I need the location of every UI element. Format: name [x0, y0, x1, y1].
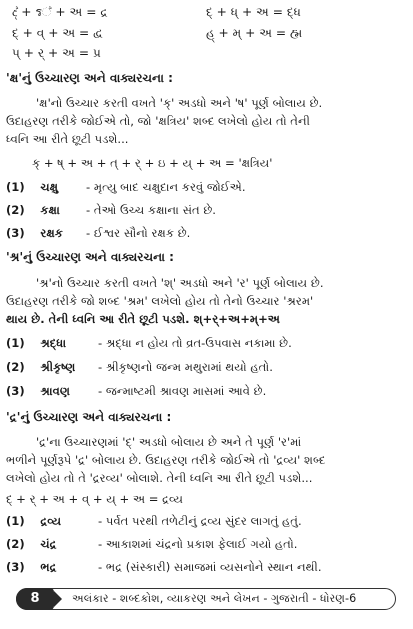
footer-book-title: અલંકાર - શબ્દકોશ, વ્યાકરણ અને લેખન - ગુજરાતી - ધોરણ-6	[72, 592, 357, 605]
example-row	[6, 202, 216, 218]
example-number: (1)	[6, 336, 25, 350]
example-sentence: - આકાશમાં ચંદ્રનો પ્રકાશ ફેલાઈ ગયો હતો.	[98, 537, 298, 551]
example-row	[6, 359, 273, 375]
paragraph-line: 'દ્ર'ના ઉચ્ચારણમાં 'દ્' અડધો બોલાય છે અને તે પૂર્ણ 'ર'માં	[36, 435, 302, 449]
example-term: શ્રીકૃષ્ણ	[40, 360, 76, 374]
example-number: (2)	[6, 360, 25, 374]
paragraph-line: થાય છે. તેની ધ્વનિ આ રીતે છૂટી પડશે. શ્+ર્+અ+મ્+અ	[6, 312, 281, 326]
badge-arrow-icon	[54, 591, 62, 607]
example-term: ભદ્ર	[40, 560, 57, 574]
example-sentence: - પર્વત પરથી તળેટીનું દ્રવ્ય સુંદર લાગતું હતું.	[98, 514, 302, 528]
example-row	[6, 559, 322, 575]
page-number: 8	[30, 591, 40, 606]
example-row	[6, 536, 297, 552]
example-row	[6, 513, 302, 529]
example-row	[6, 179, 246, 195]
example-term: રક્ષક	[40, 226, 63, 240]
example-number: (2)	[6, 203, 25, 217]
example-sentence: - શ્રીકૃષ્ણનો જન્મ મથુરામાં થયો હતો.	[98, 360, 273, 374]
example-row	[6, 383, 266, 399]
formula-line: દ્ + ર્ + અ + વ્ + ય્ + અ = દ્રવ્ય	[6, 492, 183, 506]
example-term: શ્રાવણ	[40, 384, 70, 398]
paragraph-line: 'ક્ષ'નો ઉચ્ચાર કરતી વખતે 'ક્' અડધો અને 'ષ' પૂર્ણ બોલાય છે.	[36, 96, 323, 110]
formula-line: ક્ + ષ્ + અ + ત્ + ર્ + ઇ + ય્ + અ = 'ક્ષત્રિય'	[32, 156, 273, 170]
paragraph-line: ધ્વનિ આ રીતે છૂટી પડશે...	[6, 132, 129, 146]
paragraph-line: ઉદાહરણ તરીકે જો શબ્દ 'શ્રમ' લખેલો હોય તો તેનો ઉચ્ચાર 'શ્રરમ'	[6, 294, 314, 308]
section-heading-shra: 'શ્ર'નું ઉચ્ચારણ અને વાક્યરચના :	[6, 250, 174, 264]
example-number: (2)	[6, 537, 25, 551]
example-term: ચંદ્ર	[40, 537, 57, 551]
paragraph-line: 'શ્ર'નો ઉચ્ચાર કરતી વખતે 'શ્' અડધો અને 'ર' પૂર્ણ બોલાય છે.	[36, 276, 324, 290]
conjunct-row1-right: દ્ + ધ્ + અ = દ્ધ	[206, 5, 301, 19]
section-heading-ksha: 'ક્ષ'નું ઉચ્ચારણ અને વાક્યરચના :	[6, 71, 173, 85]
example-row	[6, 335, 292, 351]
conjunct-row1-left: ද් + ร් + અ = દ્ર	[12, 5, 108, 19]
conjunct-row2-left: દ્ + વ્ + અ = દ્વ	[12, 26, 104, 40]
example-sentence: - તેઓ ઉચ્ચ કક્ષાના સંત છે.	[86, 203, 216, 217]
example-number: (3)	[6, 560, 25, 574]
example-sentence: - મૃત્યુ બાદ ચક્ષુદાન કરવું જોઈએ.	[86, 180, 246, 194]
example-sentence: - ઈશ્વર સૌનો રક્ષક છે.	[86, 226, 191, 240]
paragraph-line: ઉદાહરણ તરીકે જોઈએ તો, જો 'ક્ષત્રિય' શબ્દ લખેલો હોય તો તેની	[6, 114, 310, 128]
example-term: કક્ષા	[40, 203, 60, 217]
example-sentence: - શ્રદ્ધા ન હોય તો વ્રત-ઉપવાસ નકામા છે.	[98, 336, 292, 350]
paragraph-line: ભળીને પૂર્ણરૂપે 'દ્ર' બોલાય છે. ઉદાહરણ તરીકે જોઈએ તો 'દ્રવ્ય' શબ્દ	[6, 453, 326, 467]
paragraph-line: લખેલો હોય તો તે 'દ્રરવ્ય' બોલાશે. તેની ધ્વનિ આ રીતે છૂટી પડશે...	[6, 471, 313, 485]
example-row	[6, 225, 190, 241]
example-number: (3)	[6, 226, 25, 240]
example-term: ચક્ષુ	[40, 180, 59, 194]
example-number: (3)	[6, 384, 25, 398]
example-term: શ્રદ્ધા	[40, 336, 67, 350]
example-sentence: - ભદ્ર (સંસ્કારી) સમાજમાં વ્યસનોને સ્થાન નથી.	[98, 560, 322, 574]
example-sentence: - જન્માષ્ટમી શ્રાવણ માસમાં આવે છે.	[98, 384, 267, 398]
conjunct-row2-right: હ્ + મ્ + અ = હ્મ	[206, 26, 303, 40]
page-number-badge	[16, 588, 54, 610]
example-term: દ્રવ્ય	[40, 514, 62, 528]
section-heading-dra: 'દ્ર'નું ઉચ્ચારણ અને વાક્યરચના :	[6, 410, 172, 424]
example-number: (1)	[6, 180, 25, 194]
conjunct-row3-left: પ્ + ર્ + અ = પ્ર	[12, 46, 101, 60]
example-number: (1)	[6, 514, 25, 528]
